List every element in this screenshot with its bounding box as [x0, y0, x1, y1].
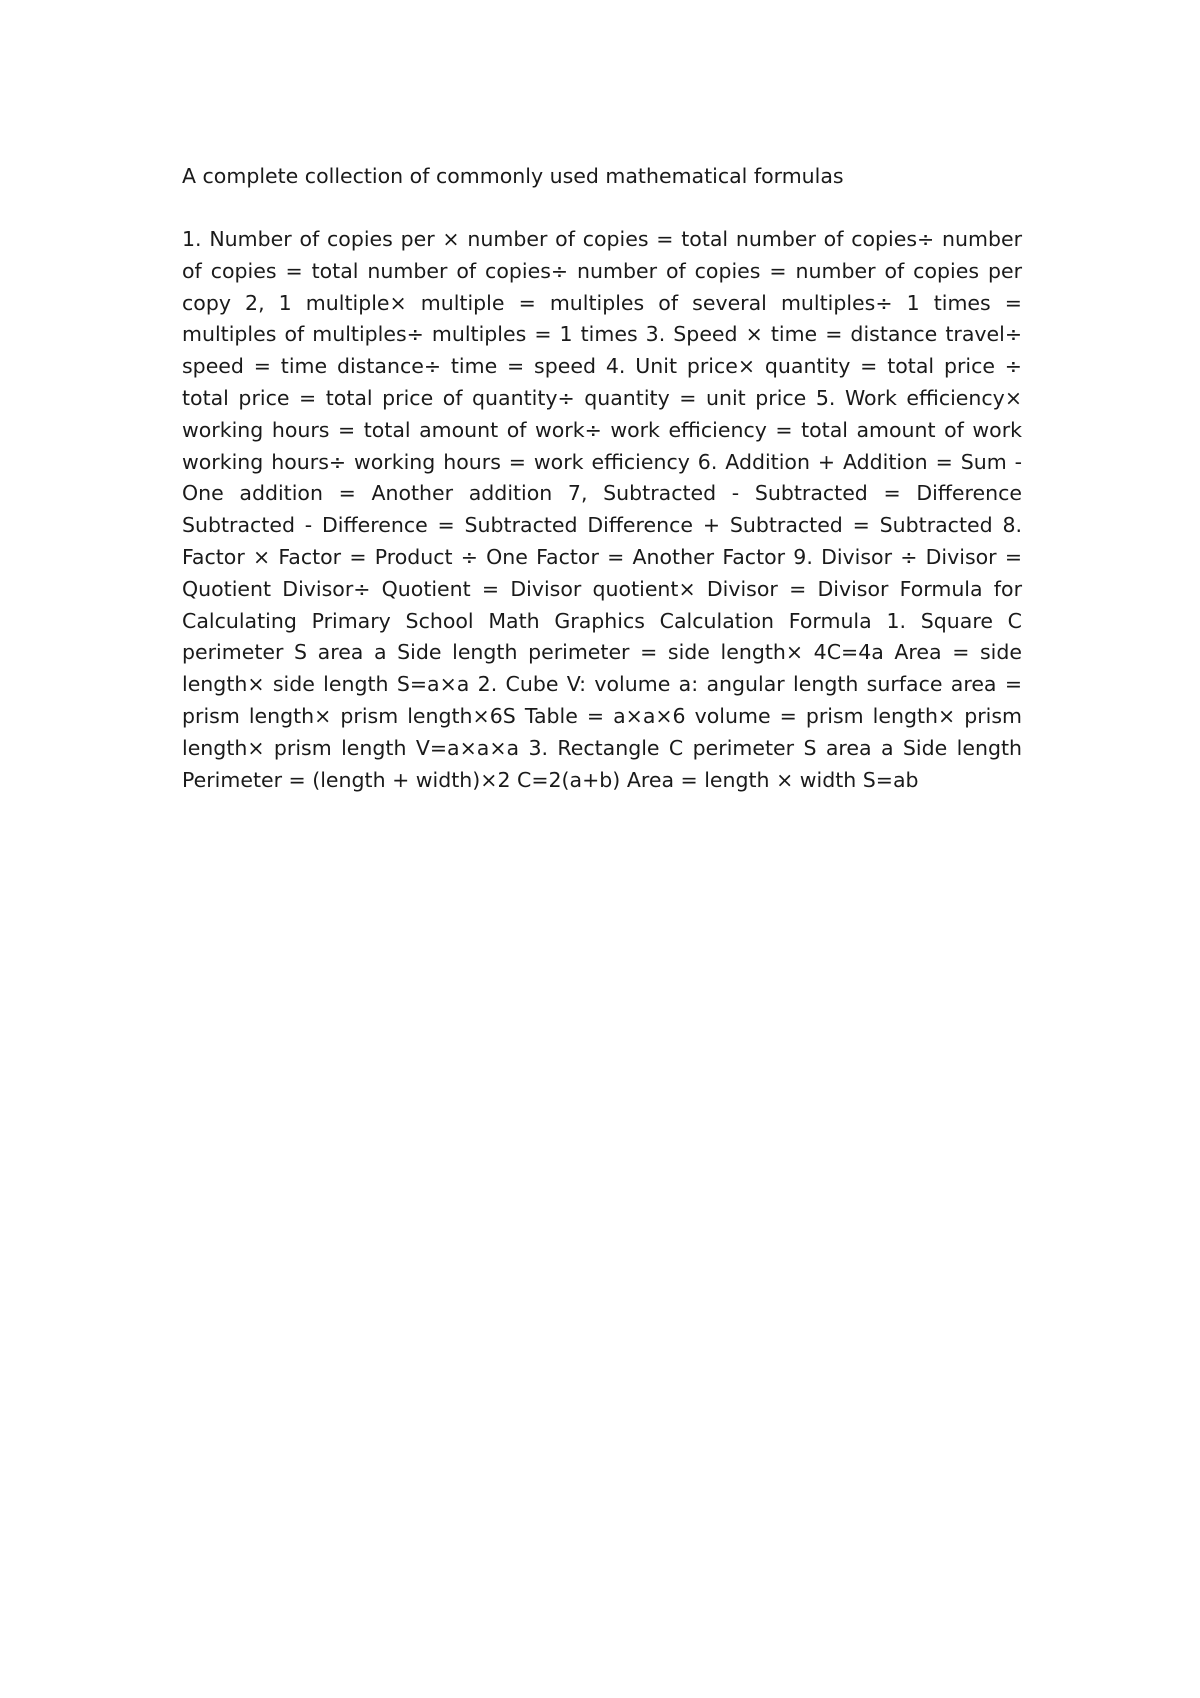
document-body-text: 1. Number of copies per × number of copies = total number of copies÷ number of copies = total number of copies÷ number of copies = number of copies per copy 2, 1 multiple× multiple = multiples of several multiples÷ 1 times = multiples of multiples÷ multiples = 1 times 3. Speed × time = distance travel÷ speed = time distance÷ time = speed 4. Unit price× quantity = total price ÷ total price = total price of quantity÷ quantity = unit price 5. Work efficiency× working hours = total amount of work÷ work efficiency = total amount of work working hours÷ working hours = work efficiency 6. Addition + Addition = Sum - One addition = Another addition 7, Subtracted - Subtracted = Difference Subtracted - Difference = Subtracted Difference + Subtracted = Subtracted 8. Factor × Factor = Product ÷ One Factor = Another Factor 9. Divisor ÷ Divisor = Quotient Divisor÷ Quotient = Divisor quotient× Divisor = Divisor Formula for Calculating Primary School Math Graphics Calculation Formula 1. Square C perimeter S area a Side length perimeter = side length× 4C=4a Area = side length× side length S=a×a 2. Cube V: volume a: angular length surface area = prism length× prism length×6S Table = a×a×6 volume = prism length× prism length× prism length V=a×a×a 3. Rectangle C perimeter S area a Side length Perimeter = (length + width)×2 C=2(a+b) Area = length × width S=ab [182, 227, 1022, 792]
document-title: A complete collection of commonly used mathematical formulas [182, 164, 844, 188]
